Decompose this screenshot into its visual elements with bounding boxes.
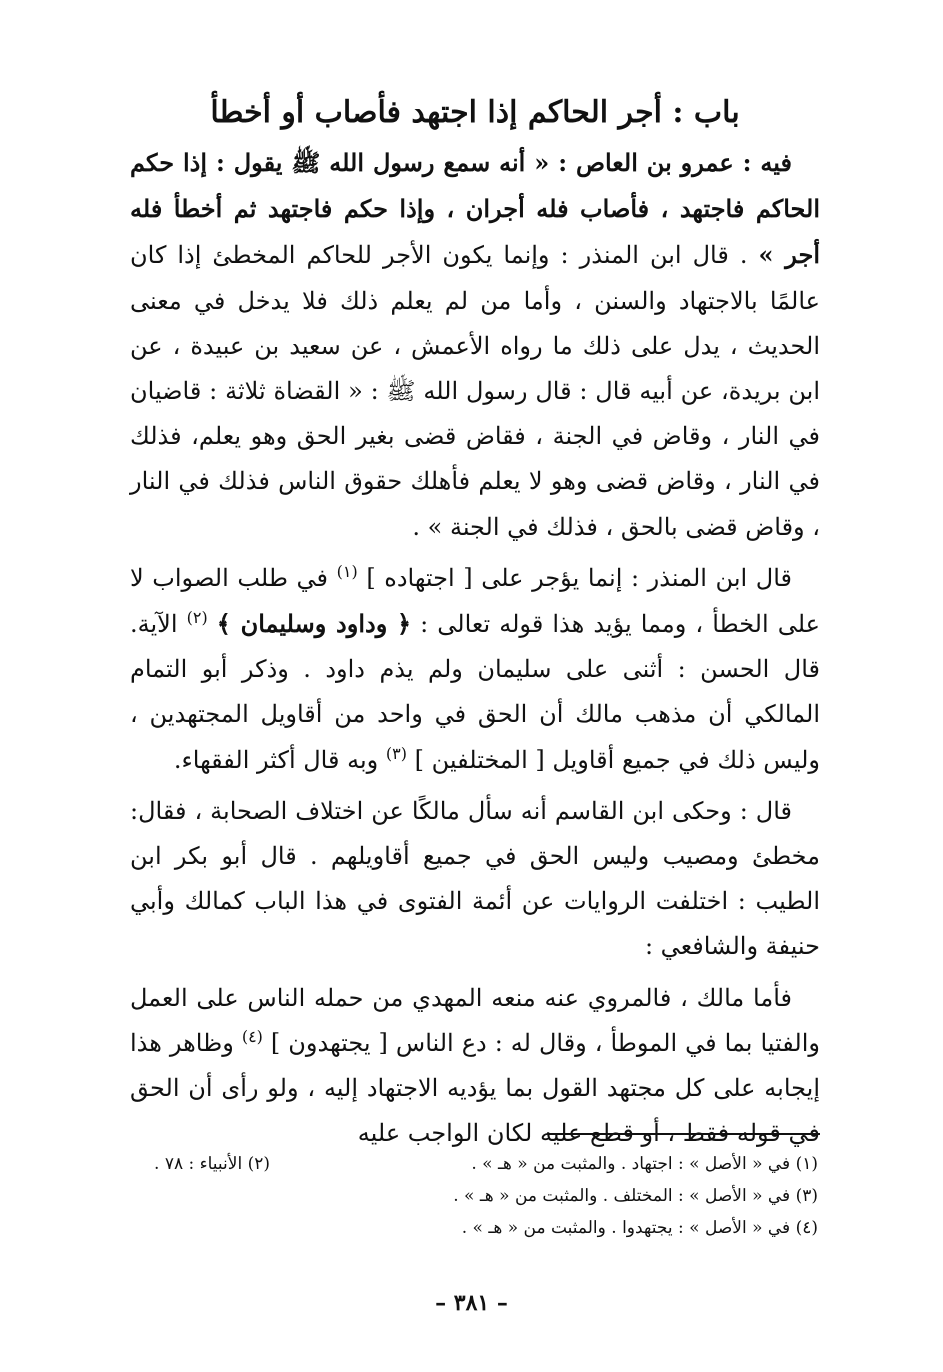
footnote-row-3 (150, 1212, 818, 1244)
footnote-2: (٢) الأنبياء : ٧٨ . (154, 1154, 271, 1174)
paragraph-1-rest: . قال ابن المنذر : وإنما يكون الأجر للحاكم المخطئ إذا كان عالمًا بالاجتهاد والسنن ، وأما من لم يعلم ذلك فلا يدخل في معنى الحديث ، يدل على ذلك ما رواه الأعمش ، عن سعيد بن عبيدة ، عن ابن بريدة، عن أبيه قال : قال رسول الله ﷺ : « القضاة ثلاثة : قاضيان في النار ، وقاض في الجنة ، فقاض قضى بغير الحق وهو يعلم، فذلك في النار ، وقاض قضى وهو لا يعلم فأهلك حقوق الناس فذلك في النار ، وقاض قضى بالحق ، فذلك في الجنة » . (130, 241, 820, 541)
quran-verse: ﴿ وداود وسليمان ﴾ (216, 609, 412, 639)
footnote-1: (١) في « الأصل » : اجتهاد . والمثبت من « هـ » . (471, 1154, 818, 1174)
paragraph-1 (130, 140, 820, 550)
footnote-row-1 (150, 1148, 818, 1180)
page-number: – ٣٨١ – (435, 1290, 508, 1316)
chapter-title: باب : أجر الحاكم إذا اجتهد فأصاب أو أخطأ (210, 95, 740, 130)
paragraph-2 (130, 556, 820, 783)
footnote-3: (٣) في « الأصل » : المختلف . والمثبت من « هـ » . (453, 1186, 818, 1206)
paragraph-3: قال : وحكى ابن القاسم أنه سأل مالكًا عن اختلاف الصحابة ، فقال: مخطئ ومصيب وليس الحق في جميع أقاويلهم . قال أبو بكر ابن الطيب : اختلفت الروايات عن أئمة الفتوى في هذا الباب كمالك وأبي حنيفة والشافعي : (130, 796, 820, 961)
footnote-ref-1[interactable]: (١) (336, 561, 358, 581)
paragraph-4-a: فأما مالك ، فالمروي عنه منعه المهدي من حمله الناس على العمل والفتيا بما في الموطأ ، وقال له : دع الناس [ يجتهدون ] (130, 983, 820, 1057)
footnote-ref-3[interactable]: (٣) (385, 743, 407, 763)
footnotes (150, 1148, 818, 1244)
footnote-ref-4[interactable]: (٤) (241, 1026, 263, 1046)
paragraph-2-c: الآية. قال الحسن : أثنى على سليمان ولم يذم داود . وذكر أبو التمام المالكي أن مذهب مالك أن الحق في واحد من أقاويل المجتهدين ، وليس ذلك في جميع أقاويل [ المختلفين ] (130, 610, 820, 774)
footnote-4: (٤) في « الأصل » : يجتهدوا . والمثبت من « هـ » . (461, 1218, 818, 1238)
footnote-ref-2[interactable]: (٢) (186, 608, 208, 628)
paragraph-2-d: وبه قال أكثر الفقهاء. (173, 745, 386, 774)
paragraph-2-b: في طلب الصواب لا على الخطأ ، ومما يؤيد هذا قوله تعالى : (130, 563, 820, 639)
footnote-divider (548, 1133, 820, 1135)
paragraph-4-b: وظاهر هذا إيجابه على كل مجتهد القول بما يؤديه الاجتهاد إليه ، ولو رأى أن الحق في قوله فقط ، أو قطع عليه لكان الواجب عليه (130, 1028, 820, 1148)
footnote-row-2 (150, 1180, 818, 1212)
paragraph-2-a: قال ابن المنذر : إنما يؤجر على [ اجتهاده ] (366, 563, 792, 592)
hadith-text: فيه : عمرو بن العاص : « أنه سمع رسول الله ﷺ يقول : إذا حكم الحاكم فاجتهد ، فأصاب فله أجران ، وإذا حكم فاجتهد ثم أخطأ فله أجر » (130, 148, 820, 270)
page-body (130, 92, 820, 1162)
paragraph-4 (130, 976, 820, 1157)
